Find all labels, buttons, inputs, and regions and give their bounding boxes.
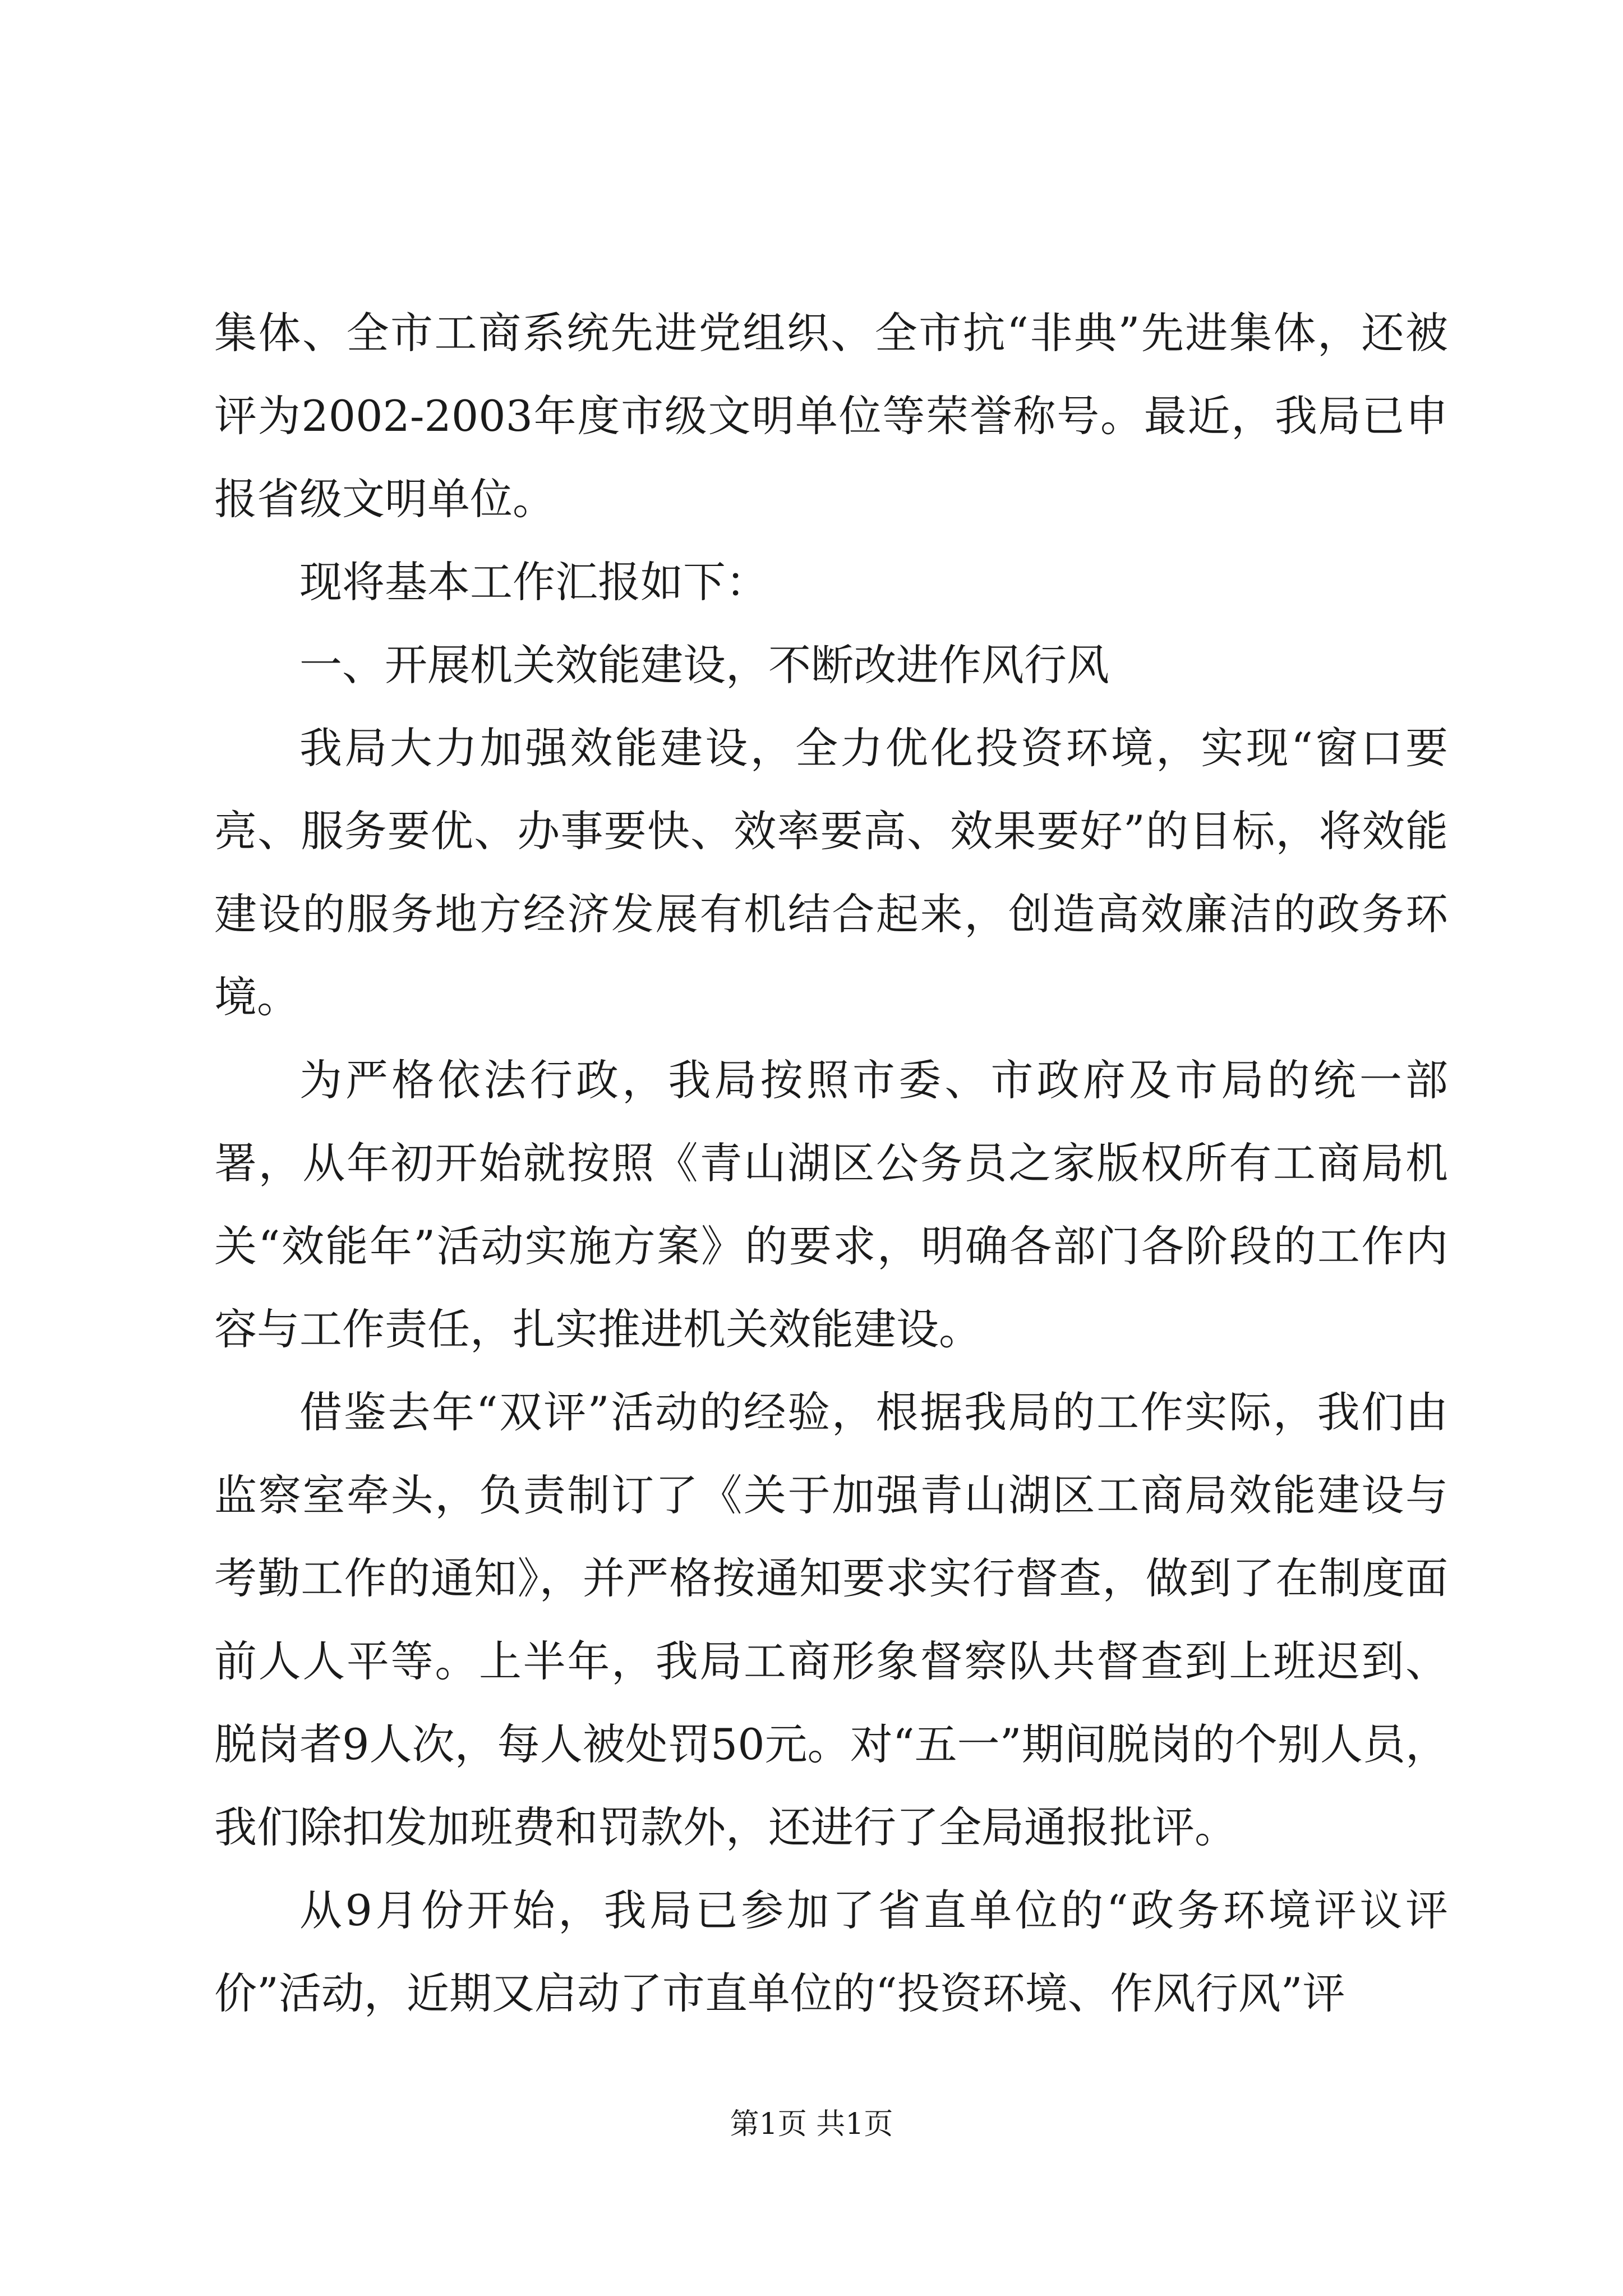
paragraph: 我局大力加强效能建设，全力优化投资环境，实现“窗口要亮、服务要优、办事要快、效率要高、效果要好”的目标，将效能建设的服务地方经济发展有机结合起来，创造高效廉洁的政务环境。 — [214, 723, 1448, 1022]
paragraph-intro: 现将基本工作汇报如下： — [299, 557, 768, 607]
document-body — [214, 292, 1448, 2035]
paragraph: 从9月份开始，我局已参加了省直单位的“政务环境评议评价”活动，近期又启动了市直单位的“投资环境、作风行风”评 — [214, 1885, 1448, 2018]
paragraph-continued: 集体、全市工商系统先进党组织、全市抗“非典”先进集体，还被评为2002-2003年度市级文明单位等荣誉称号。最近，我局已申报省级文明单位。 — [214, 308, 1448, 524]
page-footer: 第1页 共1页 — [730, 2108, 893, 2141]
section-heading: 一、开展机关效能建设，不断改进作风行风 — [299, 640, 1109, 690]
paragraph: 为严格依法行政，我局按照市委、市政府及市局的统一部署，从年初开始就按照《青山湖区公务员之家版权所有工商局机关“效能年”活动实施方案》的要求，明确各部门各阶段的工作内容与工作责任，扎实推进机关效能建设。 — [214, 1055, 1448, 1354]
paragraph: 借鉴去年“双评”活动的经验，根据我局的工作实际，我们由监察室牵头，负责制订了《关于加强青山湖区工商局效能建设与考勤工作的通知》，并严格按通知要求实行督查，做到了在制度面前人人平等。上半年，我局工商形象督察队共督查到上班迟到、脱岗者9人次，每人被处罚50元。对“五一”期间脱岗的个别人员，我们除扣发加班费和罚款外，还进行了全局通报批评。 — [214, 1387, 1448, 1852]
